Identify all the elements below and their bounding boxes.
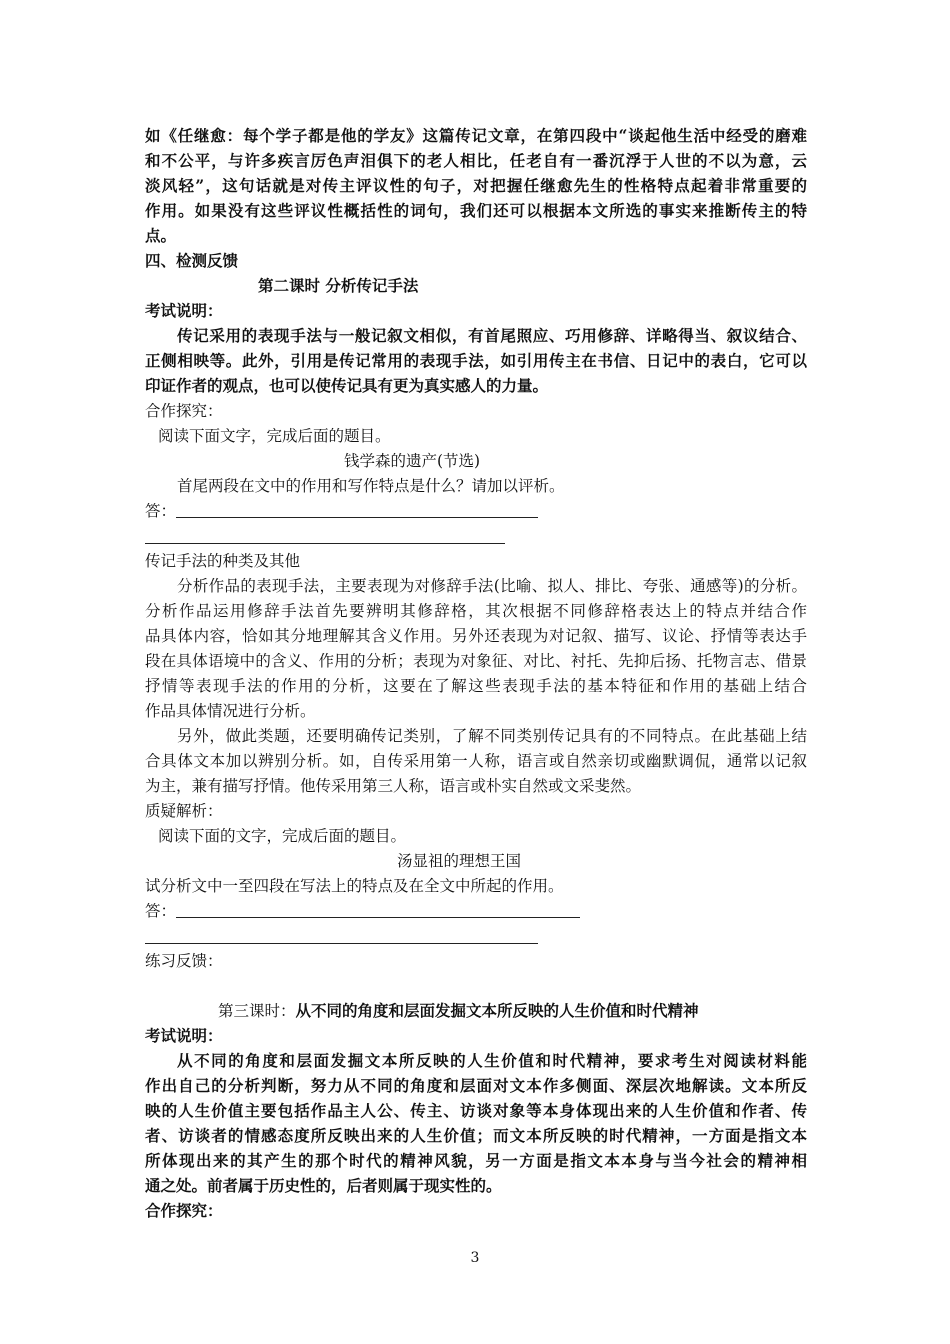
exam-line: 传记采用的表现手法与一般记叙文相似，有首尾照应、巧用修辞、详略得当、叙议结合、 [177,326,807,345]
answer-line [145,543,505,544]
paragraph-line: 点。 [145,226,177,245]
coop-label: 合作探究： [145,1201,223,1220]
article-title: 钱学森的遗产(节选) [344,452,481,470]
lesson-title-main: 从不同的角度和层面发掘文本所反映的人生价值和时代精神 [295,1001,699,1020]
methods-line: 分析作品运用修辞手法首先要辨明其修辞格，其次根据不同修辞格表达上的特点并结合作 [145,602,807,620]
exam-line: 通之处。前者属于历史性的，后者则属于现实性的。 [145,1176,502,1195]
exam-line: 映的人生价值主要包括作品主人公、传主、访谈对象等本身体现出来的人生价值和作者、传 [145,1101,807,1120]
lesson-title-prefix: 第三课时： [218,1002,296,1020]
exam-label: 考试说明： [145,301,223,320]
article-title: 汤显祖的理想王国 [397,852,522,870]
coop-label: 合作探究： [145,402,223,420]
page-number: 3 [470,1250,480,1266]
answer-line [176,517,538,518]
also-line: 另外，做此类题，还要明确传记类别，了解不同类别传记具有的不同特点。在此基础上结 [177,727,807,745]
exam-line: 所体现出来的其产生的那个时代的精神风貌，另一方面是指文本本身与当今社会的精神相 [145,1151,807,1170]
lesson-title: 第二课时 分析传记手法 [258,276,419,295]
methods-line: 分析作品的表现手法，主要表现为对修辞手法(比喻、拟人、排比、夸张、通感等)的分析。 [177,577,807,595]
answer-line [145,943,538,944]
answer-line [176,917,580,918]
also-line: 合具体文本加以辨别分析。如，自传采用第一人称，语言或自然亲切或幽默调侃，通常以记叙 [145,752,807,770]
exam-line: 正侧相映等。此外，引用是传记常用的表现手法，如引用传主在书信、日记中的表白，它可以 [145,351,807,370]
lesson-title [218,1001,699,1021]
methods-line: 段在具体语境中的含义、作用的分析；表现为对象征、对比、衬托、先抑后扬、托物言志、借景 [145,652,807,670]
exam-line: 印证作者的观点，也可以使传记具有更为真实感人的力量。 [145,376,549,395]
read-prompt: 阅读下面的文字，完成后面的题目。 [158,827,407,845]
question: 首尾两段在文中的作用和写作特点是什么？请加以评析。 [177,477,565,495]
exam-line: 者、访谈者的情感态度所反映出来的人生价值；而文本所反映的时代精神，一方面是指文本 [145,1126,807,1145]
doubt-label: 质疑解析： [145,802,223,820]
section-heading: 四、检测反馈 [145,251,239,270]
practice-label: 练习反馈： [145,952,223,970]
methods-heading: 传记手法的种类及其他 [145,552,301,570]
exam-line: 作出自己的分析判断，努力从不同的角度和层面对文本作多侧面、深层次地解读。文本所反 [145,1076,807,1095]
methods-line: 作品具体情况进行分析。 [145,702,316,720]
paragraph-line: 作用。如果没有这些评议性概括性的词句，我们还可以根据本文所选的事实来推断传主的特 [145,201,807,220]
answer-label: 答： [145,902,177,920]
methods-line: 抒情等表现手法的作用的分析，这要在了解这些表现手法的基本特征和作用的基础上结合 [145,677,807,695]
question: 试分析文中一至四段在写法上的特点及在全文中所起的作用。 [145,877,564,895]
paragraph-line: 和不公平，与许多疾言厉色声泪俱下的老人相比，任老自有一番沉浮于人世的不以为意，云 [145,151,807,170]
read-prompt: 阅读下面文字，完成后面的题目。 [158,427,391,445]
paragraph-line: 如《任继愈：每个学子都是他的学友》这篇传记文章，在第四段中“谈起他生活中经受的磨难 [145,126,807,145]
also-line: 为主，兼有描写抒情。他传采用第三人称，语言或朴实自然或文采斐然。 [145,777,642,795]
methods-line: 品具体内容，恰如其分地理解其含义作用。另外还表现为对记叙、描写、议论、抒情等表达手 [145,627,807,645]
paragraph-line: 淡风轻”，这句话就是对传主评议性的句子，对把握任继愈先生的性格特点起着非常重要的 [145,176,807,195]
exam-label: 考试说明： [145,1026,223,1045]
exam-line: 从不同的角度和层面发掘文本所反映的人生价值和时代精神，要求考生对阅读材料能 [177,1051,807,1070]
answer-label: 答： [145,502,177,520]
